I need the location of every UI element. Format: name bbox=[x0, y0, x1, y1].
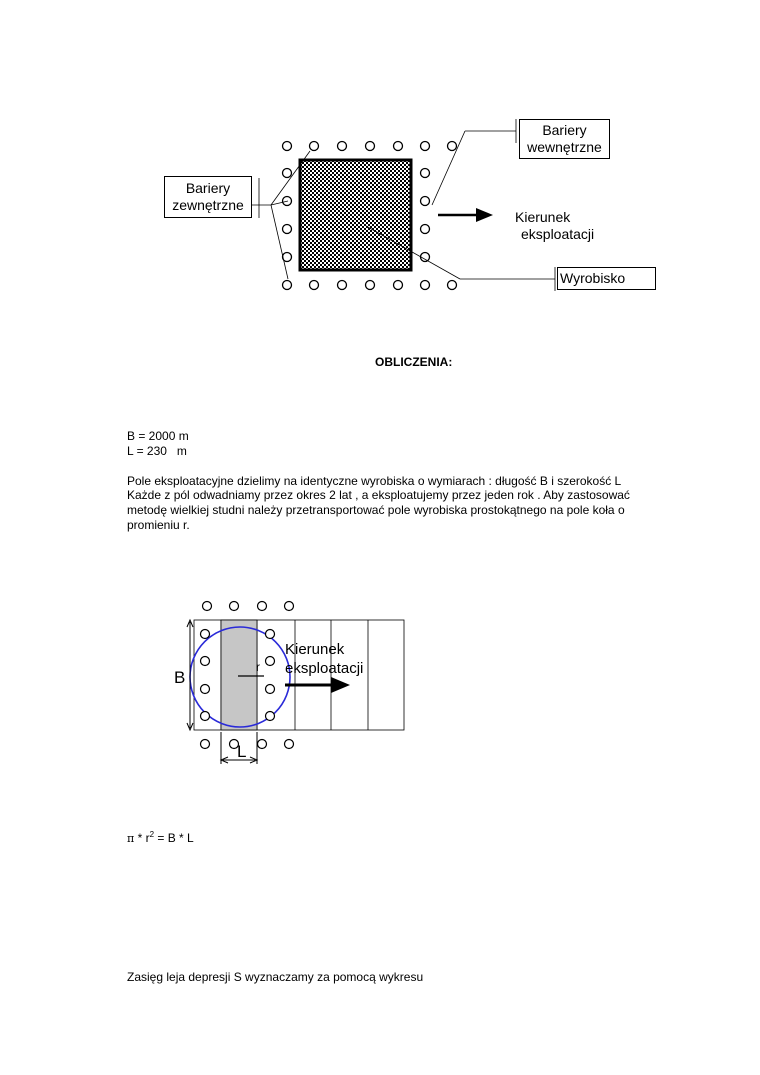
paragraph-line-1: Pole eksploatacyjne dzielimy na identyczne wyrobiska o wymiarach : długość B i szerokość L bbox=[127, 474, 622, 488]
label-direction: Kierunek eksploatacji bbox=[515, 209, 595, 242]
excavation-strip bbox=[221, 620, 257, 730]
param-B: B = 2000 m bbox=[127, 429, 189, 443]
label-direction-2: Kierunek eksploatacji bbox=[285, 641, 364, 677]
formula-pi: π bbox=[127, 832, 135, 845]
label-outer-barriers: Bariery zewnętrzne bbox=[164, 176, 252, 218]
paragraph-line-2: Każde z pól odwadniamy przez okres 2 lat , a eksploatujemy przez jeden rok . Aby zastosować bbox=[127, 488, 630, 502]
excavation-square bbox=[300, 160, 411, 270]
formula-circle-area: $\pi * r^2 = B * L$ bbox=[127, 830, 194, 845]
heading-calculations: OBLICZENIA: bbox=[375, 355, 453, 369]
label-L: L bbox=[237, 742, 247, 761]
param-L: L = 230 m bbox=[127, 444, 187, 458]
paragraph-line-4: promieniu r. bbox=[127, 518, 190, 532]
direction-arrow bbox=[438, 208, 493, 222]
paragraph-line-3: metodę wielkiej studni należy przetransportować pole wyrobiska prostokątnego na pole koła o bbox=[127, 503, 625, 517]
label-B: B bbox=[174, 668, 186, 687]
label-inner-barriers: Bariery wewnętrzne bbox=[519, 119, 610, 159]
label-excavation: Wyrobisko bbox=[557, 267, 656, 290]
footer-text: Zasięg leja depresji S wyznaczamy za pomocą wykresu bbox=[127, 970, 424, 984]
figure-big-well-diagram bbox=[0, 590, 760, 770]
label-r: r bbox=[256, 660, 260, 674]
dimension-B bbox=[187, 620, 193, 730]
figure-barriers-diagram bbox=[0, 0, 760, 300]
